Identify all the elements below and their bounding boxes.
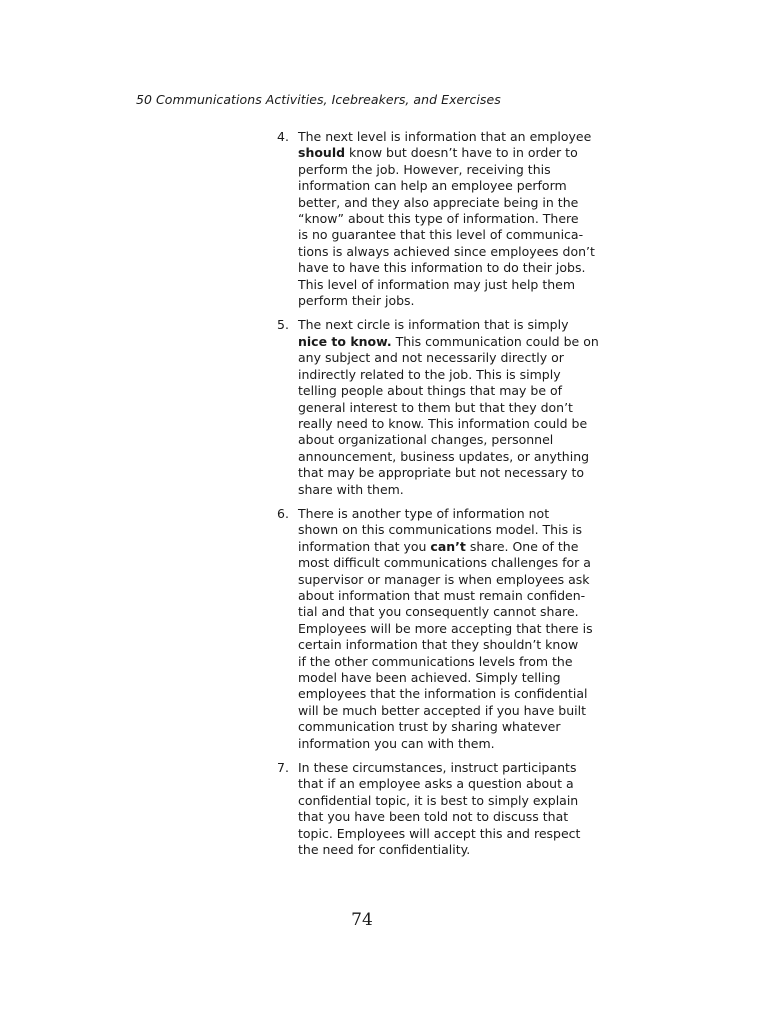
text-line (298, 383, 599, 399)
text-line (298, 227, 597, 243)
text-segment: This communication could be on (391, 333, 599, 349)
text-line (298, 760, 597, 776)
text-line (298, 654, 597, 670)
text-segment: information that you (298, 538, 431, 554)
instruction-steps-list (277, 129, 597, 866)
text-line (298, 211, 597, 227)
text-segment: have to have this information to do their jobs. (298, 260, 586, 276)
text-line (298, 432, 599, 448)
step-item (277, 506, 597, 752)
text-line (298, 555, 597, 571)
text-segment: most difficult communications challenges for a (298, 555, 591, 571)
step-text (298, 506, 597, 752)
text-segment: about information that must remain confiden- (298, 587, 586, 603)
text-line (298, 317, 599, 333)
text-segment: There is another type of information not (298, 505, 550, 521)
text-line (298, 416, 599, 432)
text-segment: information you can with them. (298, 735, 495, 751)
text-segment: that may be appropriate but not necessary to (298, 465, 585, 481)
text-line (298, 178, 597, 194)
text-segment: This level of information may just help them (298, 276, 576, 292)
text-segment: perform the job. However, receiving this (298, 161, 551, 177)
text-segment: topic. Employees will accept this and respect (298, 825, 581, 841)
text-segment: is no guarantee that this level of communica- (298, 227, 584, 243)
text-line (298, 367, 599, 383)
text-segment: share. One of the (465, 538, 579, 554)
step-number: 4. (277, 129, 289, 144)
step-text (298, 129, 597, 309)
step-item (277, 317, 597, 497)
text-segment: any subject and not necessarily directly or (298, 350, 564, 366)
text-line (298, 572, 597, 588)
step-number: 6. (277, 505, 289, 521)
text-line (298, 482, 599, 498)
text-segment: information can help an employee perform (298, 178, 567, 194)
text-line (298, 145, 597, 161)
text-line (298, 506, 597, 522)
text-line (298, 826, 597, 842)
text-segment: Employees will be more accepting that there is (298, 620, 593, 636)
text-segment: general interest to them but that they don’t (298, 399, 573, 415)
text-line (298, 793, 597, 809)
text-line (298, 293, 597, 309)
step-text (298, 317, 599, 497)
text-line (298, 809, 597, 825)
text-segment: better, and they also appreciate being in the (298, 194, 579, 210)
text-segment: confidential topic, it is best to simply explain (298, 792, 579, 808)
emphasized-text: nice to know. (298, 333, 392, 349)
text-line (298, 539, 597, 555)
text-line (298, 686, 597, 702)
text-line (298, 260, 597, 276)
text-segment: will be much better accepted if you have built (298, 702, 586, 718)
text-line (298, 588, 597, 604)
text-segment: perform their jobs. (298, 293, 415, 309)
text-segment: The next level is information that an employee (298, 129, 592, 144)
text-segment: indirectly related to the job. This is simply (298, 366, 561, 382)
text-segment: that you have been told not to discuss that (298, 809, 569, 825)
text-line (298, 195, 597, 211)
text-segment: about organizational changes, personnel (298, 432, 554, 448)
text-line (298, 670, 597, 686)
page-number: 74 (351, 910, 373, 930)
emphasized-text: can’t (430, 538, 466, 554)
text-segment: if the other communications levels from the (298, 653, 573, 669)
text-line (298, 703, 597, 719)
text-line (298, 277, 597, 293)
text-segment: certain information that they shouldn’t know (298, 637, 579, 653)
text-line (298, 129, 597, 145)
step-number: 5. (277, 317, 289, 333)
text-segment: In these circumstances, instruct participants (298, 760, 577, 776)
text-line (298, 449, 599, 465)
text-segment: The next circle is information that is simply (298, 317, 569, 333)
text-line (298, 621, 597, 637)
text-line (298, 842, 597, 858)
text-segment: model have been achieved. Simply telling (298, 670, 561, 685)
text-line (298, 334, 599, 350)
text-segment: communication trust by sharing whatever (298, 719, 561, 735)
text-line (298, 776, 597, 792)
text-line (298, 604, 597, 620)
step-text (298, 760, 597, 858)
text-line (298, 637, 597, 653)
text-segment: tions is always achieved since employees don’t (298, 243, 595, 259)
text-line (298, 719, 597, 735)
text-segment: shown on this communications model. This is (298, 522, 583, 538)
text-line (298, 400, 599, 416)
text-segment: tial and that you consequently cannot share. (298, 604, 579, 620)
text-segment: “know” about this type of information. There (298, 211, 579, 227)
text-segment: telling people about things that may be of (298, 383, 563, 399)
text-line (298, 162, 597, 178)
text-segment: announcement, business updates, or anything (298, 448, 590, 464)
text-segment: know but doesn’t have to in order to (345, 145, 578, 161)
step-item (277, 129, 597, 309)
text-line (298, 244, 597, 260)
text-segment: share with them. (298, 481, 404, 497)
text-segment: employees that the information is confidential (298, 686, 588, 702)
text-segment: supervisor or manager is when employees ask (298, 571, 590, 587)
text-segment: the need for confidentiality. (298, 842, 471, 858)
text-line (298, 465, 599, 481)
step-number: 7. (277, 760, 289, 776)
text-segment: really need to know. This information could be (298, 415, 588, 431)
text-line (298, 736, 597, 752)
emphasized-text: should (298, 145, 346, 161)
text-segment: that if an employee asks a question about a (298, 776, 574, 792)
step-item (277, 760, 597, 858)
text-line (298, 350, 599, 366)
text-line (298, 522, 597, 538)
running-head: 50 Communications Activities, Icebreakers, and Exercises (136, 92, 501, 107)
